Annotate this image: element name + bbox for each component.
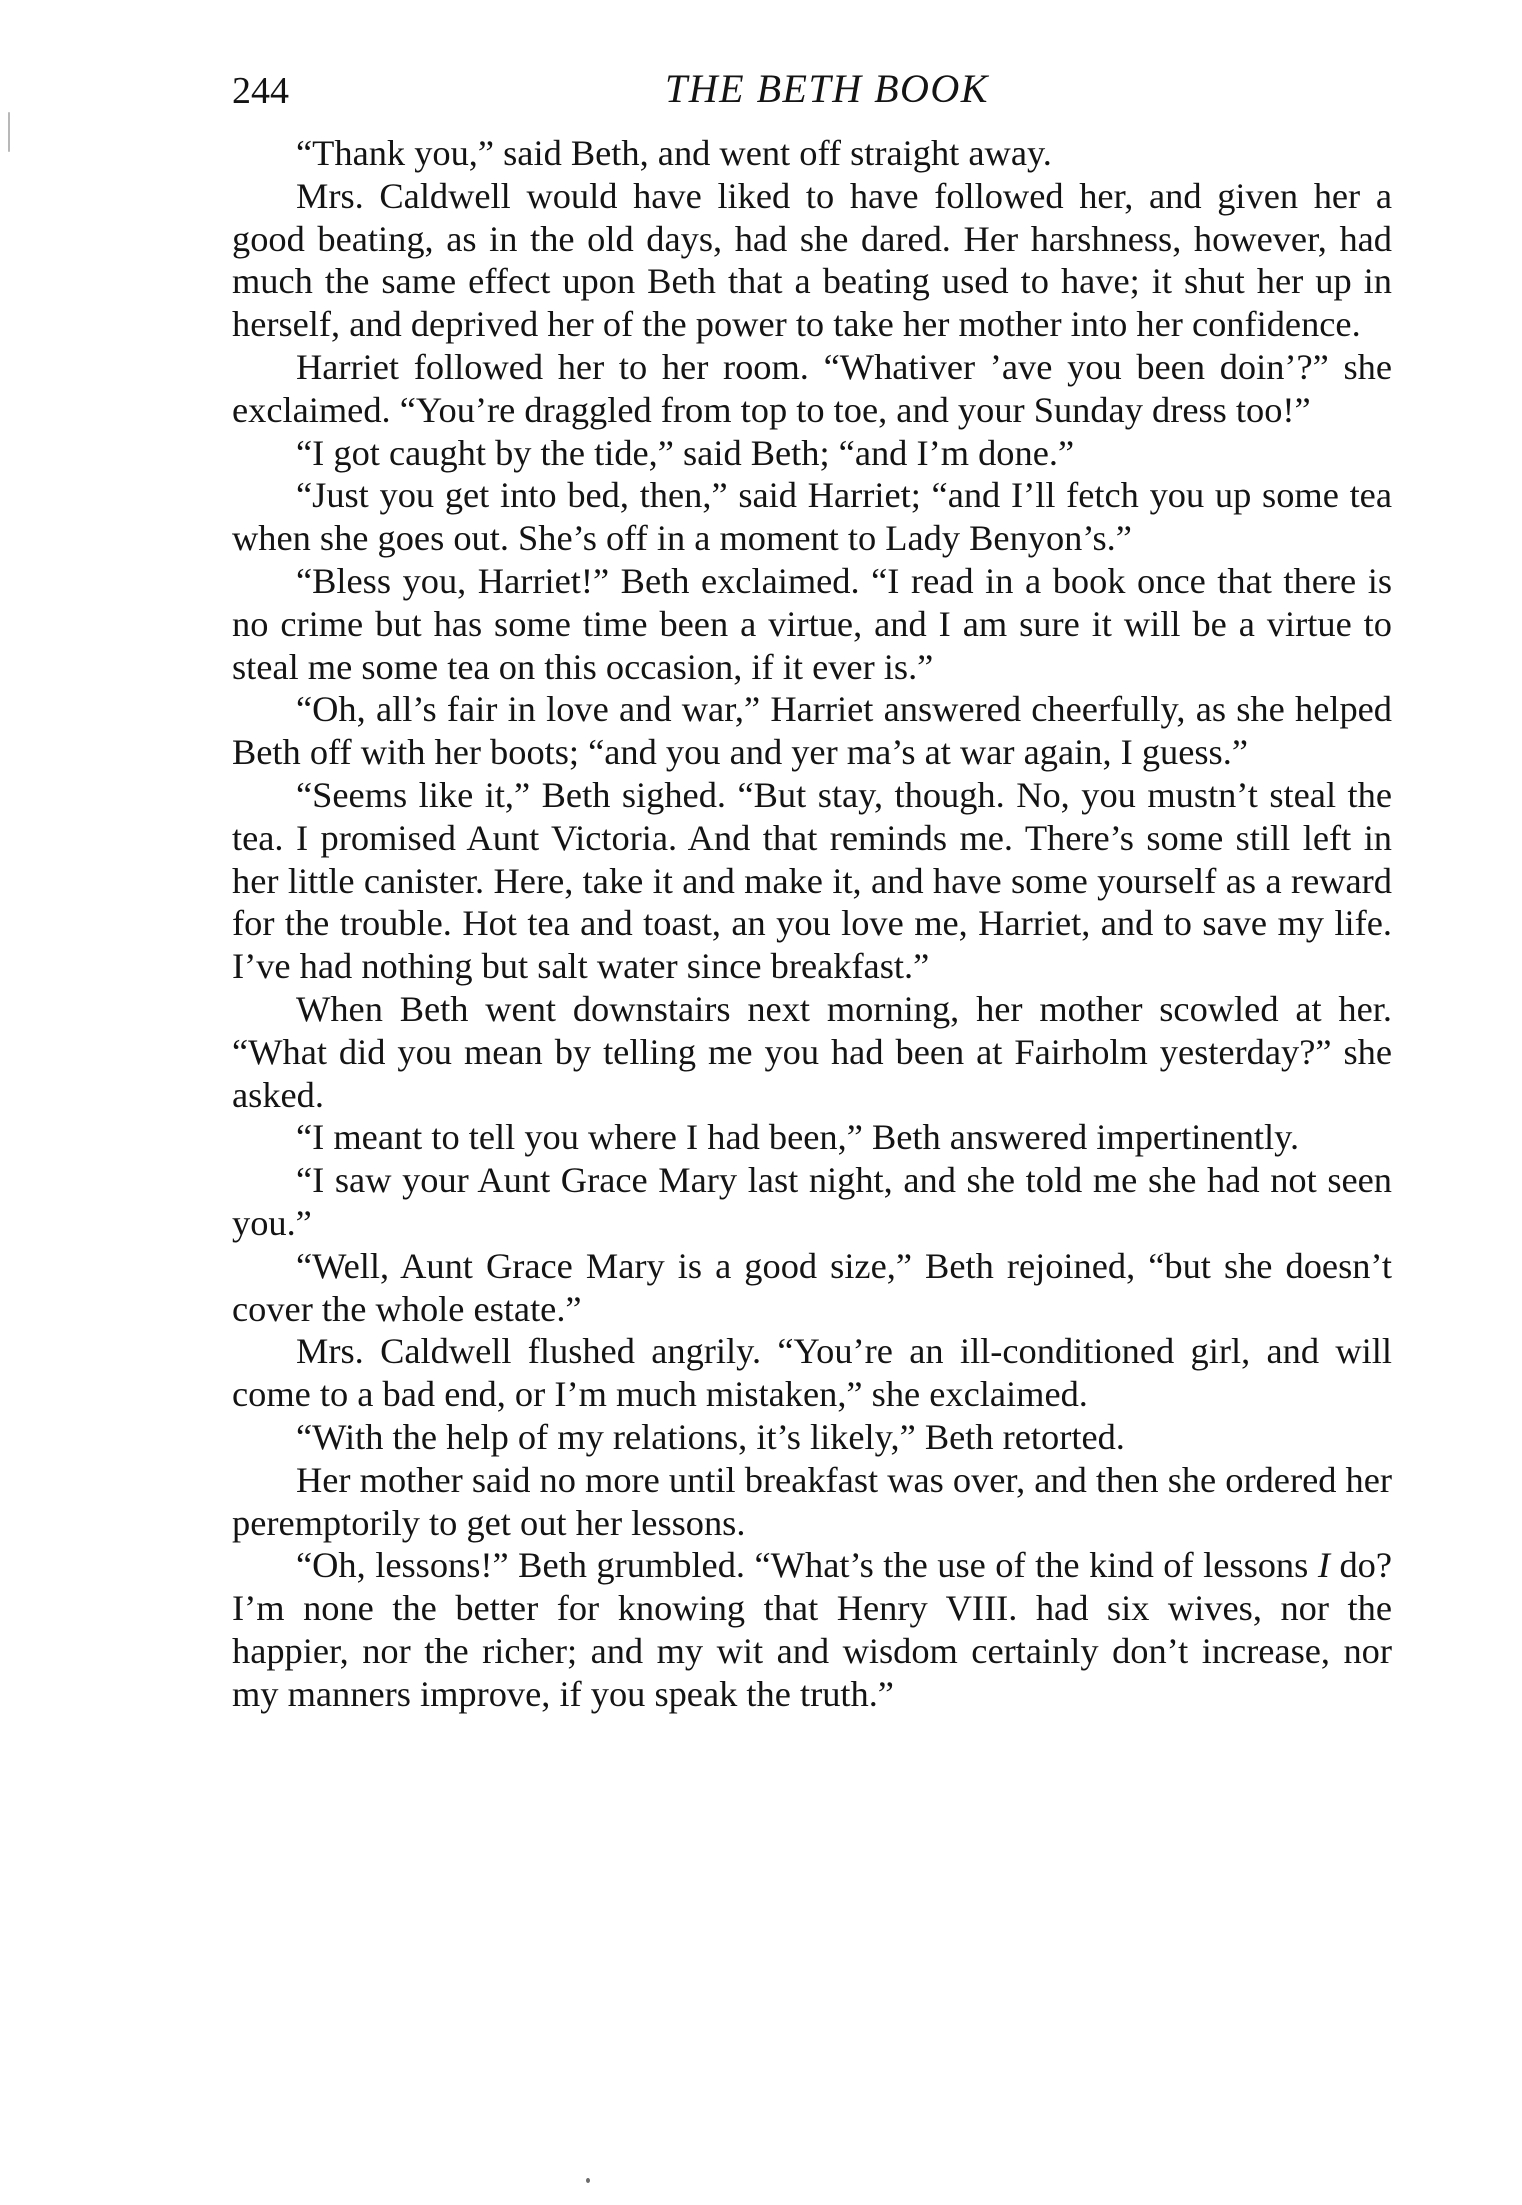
paragraph: When Beth went downstairs next morning, her mother scowled at her. “What did you mean by telling me you had been at Fairholm yesterday?” she asked. — [232, 988, 1392, 1115]
paragraph: “Seems like it,” Beth sighed. “But stay, though. No, you mustn’t steal the tea. I promised Aunt Victoria. And that reminds me. There’s some still left in her little canister. Here, take it and make it, and have some yourself as a reward for the trouble. Hot tea and toast, an you love me, Harriet, and to save my life. I’ve had nothing but salt water since breakfast.” — [232, 774, 1392, 987]
paragraph: “Well, Aunt Grace Mary is a good size,” Beth rejoined, “but she doesn’t cover the whole estate.” — [232, 1245, 1392, 1329]
paragraph: Her mother said no more until breakfast was over, and then she ordered her peremptorily to get out her lessons. — [232, 1459, 1392, 1543]
ink-speck — [8, 112, 10, 152]
italic-emphasis: I — [1317, 1545, 1330, 1586]
paragraph-last — [232, 1544, 1392, 1715]
paragraph: “Oh, all’s fair in love and war,” Harriet answered cheerfully, as she helped Beth off with her boots; “and you and yer ma’s at war again, I guess.” — [232, 689, 1392, 773]
running-title: THE BETH BOOK — [665, 66, 989, 111]
ink-speck — [586, 2178, 590, 2183]
paragraph: “I got caught by the tide,” said Beth; “and I’m done.” — [296, 432, 1075, 473]
page-number: 244 — [232, 70, 289, 112]
paragraph: “Thank you,” said Beth, and went off straight away. — [296, 133, 1052, 173]
body-text — [232, 132, 1392, 1715]
paragraph: “I meant to tell you where I had been,” Beth answered impertinently. — [296, 1117, 1300, 1158]
running-head — [232, 62, 1392, 122]
paragraph: “Just you get into bed, then,” said Harriet; “and I’ll fetch you up some tea when she goes out. She’s off in a moment to Lady Benyon’s.” — [232, 475, 1392, 559]
paragraph: Harriet followed her to her room. “Whativer ’ave you been doin’?” she exclaimed. “You’re draggled from top to toe, and your Sunday dress too!” — [232, 346, 1392, 430]
paragraph: Mrs. Caldwell flushed angrily. “You’re an ill-conditioned girl, and will come to a bad end, or I’m much mistaken,” she exclaimed. — [232, 1331, 1392, 1415]
paragraph: “With the help of my relations, it’s likely,” Beth retorted. — [296, 1416, 1125, 1457]
paragraph-text: “Oh, lessons!” Beth grumbled. “What’s the use of the kind of lessons — [296, 1545, 1318, 1586]
paragraph-text: do? I’m none the better for knowing that Henry VIII. had six wives, nor the happier, nor the richer; and my wit and wisdom certainly don’t increase, nor my manners improve, if you speak the truth.” — [232, 1545, 1393, 1714]
paragraph: “I saw your Aunt Grace Mary last night, and she told me she had not seen you.” — [232, 1160, 1392, 1243]
paragraph: Mrs. Caldwell would have liked to have followed her, and given her a good beating, as in the old days, had she dared. Her harshness, however, had much the same effect upon Beth that a beating used to have; it shut her up in herself, and deprived her of the power to take her mother into her confidence. — [232, 175, 1392, 345]
paragraph: “Bless you, Harriet!” Beth exclaimed. “I read in a book once that there is no crime but has some time been a virtue, and I am sure it will be a virtue to steal me some tea on this occasion, if it ever is.” — [232, 560, 1392, 687]
